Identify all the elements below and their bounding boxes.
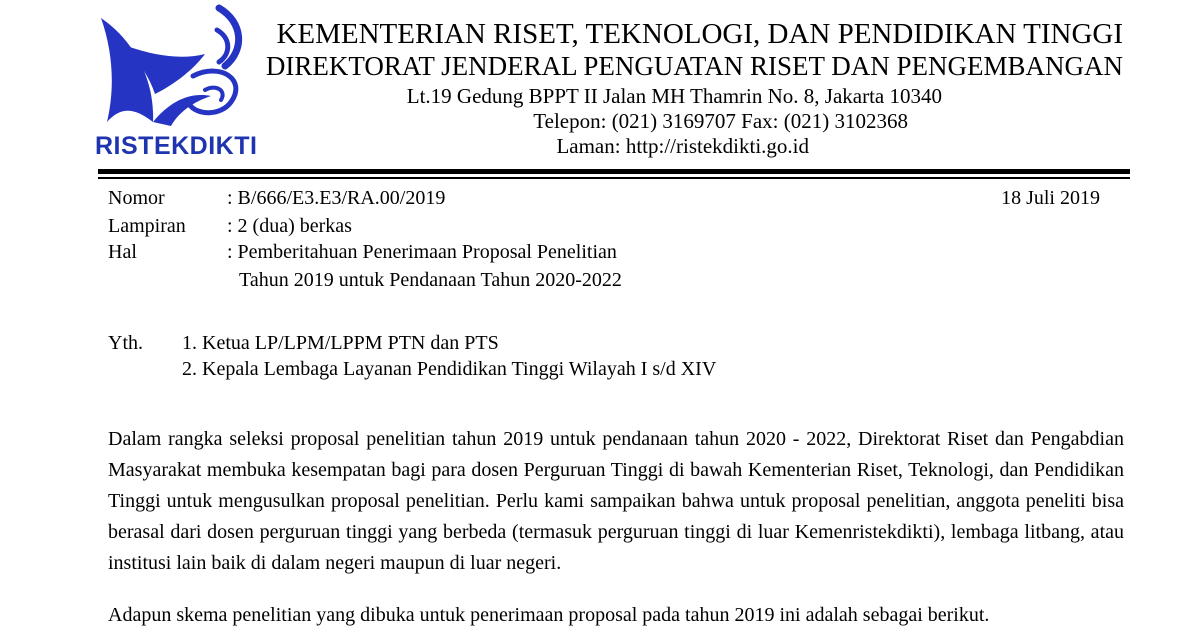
logo-wordmark: RISTEKDIKTI xyxy=(95,132,258,160)
lampiran-label: Lampiran xyxy=(108,215,186,237)
letterhead-divider-thick xyxy=(98,169,1130,174)
yth-label: Yth. xyxy=(108,332,143,354)
website: Laman: http://ristekdikti.go.id xyxy=(556,134,809,158)
recipient-2: 2. Kepala Lembaga Layanan Pendidikan Tinggi Wilayah I s/d XIV xyxy=(182,358,717,380)
ristekdikti-logo xyxy=(93,4,258,162)
directorate-name: DIREKTORAT JENDERAL PENGUATAN RISET DAN PENGEMBANGAN xyxy=(265,51,1123,81)
hal-value-line1: : Pemberitahuan Penerimaan Proposal Penelitian xyxy=(227,241,617,263)
ministry-name: KEMENTERIAN RISET, TEKNOLOGI, DAN PENDIDIKAN TINGGI xyxy=(276,18,1123,50)
hal-value-line2: Tahun 2019 untuk Pendanaan Tahun 2020-2022 xyxy=(239,269,622,291)
recipient-1: 1. Ketua LP/LPM/LPPM PTN dan PTS xyxy=(182,332,499,354)
ristekdikti-emblem xyxy=(93,4,248,134)
letter-date: 18 Juli 2019 xyxy=(1001,187,1100,209)
nomor-label: Nomor xyxy=(108,187,165,209)
hal-label: Hal xyxy=(108,241,137,263)
body-paragraph-1: Dalam rangka seleksi proposal penelitian tahun 2019 untuk pendanaan tahun 2020 - 2022, Direktorat Riset dan Pengabdian Masyarakat membuka kesempatan bagi para dosen Perguruan Tinggi di bawah Kementerian Riset, Teknologi, dan Pendidikan Tinggi untuk mengusulkan proposal penelitian. Perlu kami sampaikan bahwa untuk proposal penelitian, anggota peneliti bisa berasal dari dosen perguruan tinggi yang berbeda (termasuk perguruan tinggi di luar Kemenristekdikti), lembaga litbang, atau institusi lain baik di dalam negeri maupun di luar negeri. xyxy=(108,428,1124,574)
lampiran-value: : 2 (dua) berkas xyxy=(227,215,352,237)
office-address: Lt.19 Gedung BPPT II Jalan MH Thamrin No. 8, Jakarta 10340 xyxy=(406,84,942,108)
letterhead-divider-thin xyxy=(98,177,1130,179)
phone-fax: Telepon: (021) 3169707 Fax: (021) 3102368 xyxy=(533,109,908,133)
nomor-value: : B/666/E3.E3/RA.00/2019 xyxy=(227,187,446,209)
body-paragraph-2: Adapun skema penelitian yang dibuka untuk penerimaan proposal pada tahun 2019 ini adalah sebagai berikut. xyxy=(108,604,990,626)
